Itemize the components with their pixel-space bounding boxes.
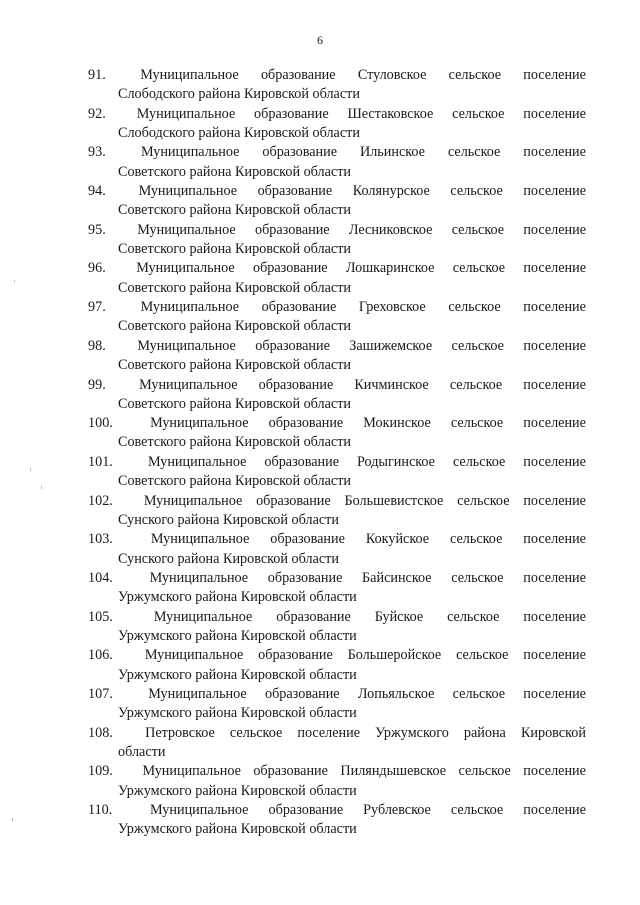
- list-item: [88, 143, 586, 182]
- item-word: сельское: [457, 492, 510, 509]
- scan-artifact: [30, 468, 31, 471]
- item-word: образование: [268, 415, 344, 432]
- item-word: Муниципальное: [140, 67, 239, 83]
- item-word: образование: [270, 531, 345, 548]
- item-word: Муниципальное: [150, 531, 250, 548]
- item-word: образование: [255, 337, 330, 354]
- item-word: Родыгинское: [356, 453, 435, 470]
- list-item: [88, 221, 586, 260]
- item-word: образование: [256, 492, 331, 509]
- item-word: Лесниковское: [348, 221, 433, 238]
- item-continuation: области: [118, 743, 166, 760]
- list-item: [88, 337, 586, 376]
- item-word: Муниципальное: [149, 569, 249, 586]
- item-continuation: Уржумского района Кировской области: [118, 821, 357, 838]
- item-word: сельское: [450, 183, 503, 200]
- list-item: [88, 298, 586, 337]
- item-word: образование: [254, 105, 329, 122]
- item-continuation: Советского района Кировской области: [118, 279, 352, 296]
- item-word: поселение: [523, 763, 586, 780]
- list-item: [88, 801, 586, 840]
- item-word: сельское: [447, 608, 500, 625]
- page-number: 6: [317, 33, 323, 47]
- item-word: поселение: [523, 415, 586, 432]
- item-word: сельское: [450, 531, 503, 548]
- item-number: 93.: [88, 144, 106, 161]
- list-item: [88, 608, 586, 647]
- item-word: сельское: [448, 67, 502, 83]
- item-continuation: Сунского района Кировской области: [118, 511, 339, 528]
- item-word: сельское: [450, 802, 504, 819]
- item-number: 100.: [88, 415, 113, 432]
- item-word: Муниципальное: [150, 802, 249, 819]
- item-word: Муниципальное: [136, 260, 235, 277]
- list-item: [88, 646, 586, 685]
- item-word: Муниципальное: [150, 415, 249, 432]
- item-word: образование: [252, 260, 328, 277]
- item-word: сельское: [452, 105, 505, 122]
- item-word: Муниципальное: [140, 144, 240, 161]
- item-word: поселение: [523, 221, 586, 238]
- item-continuation: Советского района Кировской области: [118, 395, 352, 412]
- item-word: Греховское: [358, 299, 426, 316]
- item-continuation: Советского района Кировской области: [118, 241, 352, 258]
- item-word: поселение: [523, 376, 586, 393]
- item-word: Муниципальное: [147, 453, 247, 470]
- item-word: Муниципальное: [137, 221, 236, 238]
- list-item: [88, 105, 586, 144]
- item-word: Кокуйское: [365, 531, 430, 548]
- item-number: 106.: [88, 647, 113, 664]
- item-word: поселение: [523, 260, 586, 277]
- item-word: Большеройское: [347, 647, 442, 664]
- item-word: сельское: [451, 569, 504, 586]
- item-word: поселение: [523, 105, 586, 122]
- item-word: Уржумского: [375, 724, 449, 741]
- item-word: поселение: [523, 531, 586, 548]
- list-item: [88, 182, 586, 221]
- item-number: 92.: [88, 105, 106, 122]
- item-word: Муниципальное: [142, 763, 241, 780]
- list-item: [88, 685, 586, 724]
- list-item: [88, 492, 586, 531]
- item-continuation: Слободского района Кировской области: [118, 86, 360, 103]
- item-word: поселение: [523, 337, 586, 354]
- item-number: 107.: [88, 686, 113, 702]
- item-word: образование: [257, 183, 333, 200]
- item-word: Лопьяльское: [357, 686, 435, 702]
- item-word: образование: [253, 763, 328, 780]
- item-word: поселение: [523, 802, 586, 819]
- item-continuation: Советского района Кировской области: [118, 202, 352, 219]
- item-word: Муниципальное: [136, 105, 236, 122]
- item-word: Шестаковское: [347, 105, 434, 122]
- item-word: поселение: [523, 569, 586, 586]
- item-word: Муниципальное: [144, 647, 244, 664]
- item-word: поселение: [297, 724, 361, 741]
- item-word: поселение: [523, 299, 586, 316]
- item-word: Кичминское: [354, 376, 429, 393]
- item-word: Муниципальное: [140, 299, 240, 316]
- item-word: поселение: [523, 608, 586, 625]
- item-word: сельское: [229, 724, 283, 741]
- item-number: 91.: [88, 67, 106, 83]
- item-number: 108.: [88, 724, 113, 741]
- item-word: сельское: [451, 221, 505, 238]
- item-continuation: Советского района Кировской области: [118, 318, 352, 335]
- item-continuation: Сунского района Кировской области: [118, 550, 339, 567]
- item-number: 105.: [88, 608, 113, 625]
- list-item: [88, 762, 586, 801]
- item-word: Муниципальное: [143, 492, 243, 509]
- item-word: Колянурское: [352, 183, 430, 200]
- list-item: [88, 414, 586, 453]
- item-word: Большевистское: [344, 492, 444, 509]
- item-word: поселение: [523, 67, 586, 83]
- list-item: [88, 453, 586, 492]
- item-word: образование: [264, 686, 340, 702]
- item-word: района: [463, 724, 506, 741]
- item-word: поселение: [523, 453, 586, 470]
- item-continuation: Уржумского района Кировской области: [118, 782, 357, 799]
- item-number: 110.: [88, 802, 113, 819]
- item-word: Мокинское: [363, 415, 431, 432]
- item-word: образование: [276, 608, 351, 625]
- item-word: образование: [258, 376, 334, 393]
- item-number: 99.: [88, 376, 106, 393]
- item-number: 109.: [88, 763, 113, 780]
- list-item: [88, 259, 586, 298]
- scan-artifact: [12, 818, 13, 821]
- list-item: [88, 530, 586, 569]
- item-word: сельское: [456, 647, 509, 664]
- municipality-list: [88, 66, 586, 840]
- list-item: [88, 724, 586, 763]
- item-word: Муниципальное: [137, 337, 236, 354]
- item-continuation: Слободского района Кировской области: [118, 124, 360, 141]
- item-number: 103.: [88, 531, 113, 548]
- item-number: 94.: [88, 183, 106, 200]
- item-word: Рублевское: [363, 802, 431, 819]
- item-number: 101.: [88, 453, 113, 470]
- scan-artifact: [41, 486, 42, 489]
- item-word: сельское: [458, 763, 511, 780]
- item-continuation: Уржумского района Кировской области: [118, 589, 357, 606]
- item-continuation: Советского района Кировской области: [118, 163, 352, 180]
- item-word: Кировской: [520, 724, 586, 741]
- item-word: образование: [258, 647, 333, 664]
- item-word: поселение: [523, 492, 586, 509]
- item-word: поселение: [523, 647, 586, 664]
- item-word: образование: [260, 67, 336, 83]
- item-word: сельское: [448, 299, 501, 316]
- scan-artifact: [14, 280, 15, 282]
- item-word: сельское: [450, 415, 504, 432]
- item-word: Ильинское: [359, 144, 425, 161]
- item-word: образование: [264, 453, 339, 470]
- item-word: Буйское: [374, 608, 424, 625]
- item-word: Лошкаринское: [345, 260, 435, 277]
- item-number: 95.: [88, 221, 106, 238]
- item-word: образование: [268, 802, 344, 819]
- item-number: 98.: [88, 337, 106, 354]
- item-word: Муниципальное: [138, 183, 238, 200]
- item-word: поселение: [523, 144, 586, 161]
- item-word: сельское: [452, 260, 506, 277]
- item-word: образование: [254, 221, 330, 238]
- item-word: Байсинское: [362, 569, 432, 586]
- item-word: Муниципальное: [153, 608, 253, 625]
- item-word: Зашижемское: [349, 337, 433, 354]
- item-word: сельское: [447, 144, 501, 161]
- item-word: Петровское: [145, 724, 215, 741]
- item-word: Муниципальное: [148, 686, 247, 702]
- item-number: 96.: [88, 260, 106, 277]
- item-number: 102.: [88, 492, 113, 509]
- list-item: [88, 376, 586, 415]
- item-word: поселение: [523, 183, 586, 200]
- item-number: 104.: [88, 569, 113, 586]
- item-number: 97.: [88, 299, 106, 316]
- item-word: сельское: [452, 686, 506, 702]
- item-continuation: Советского района Кировской области: [118, 473, 352, 490]
- list-item: [88, 569, 586, 608]
- item-continuation: Советского района Кировской области: [118, 357, 352, 374]
- item-word: образование: [267, 569, 343, 586]
- item-continuation: Уржумского района Кировской области: [118, 627, 357, 644]
- item-continuation: Советского района Кировской области: [118, 434, 352, 451]
- item-word: Пиляндышевское: [340, 763, 447, 780]
- list-item: [88, 66, 586, 105]
- item-word: поселение: [523, 686, 586, 702]
- item-word: сельское: [452, 453, 506, 470]
- item-word: сельское: [451, 337, 504, 354]
- item-word: образование: [261, 299, 337, 316]
- item-word: Стуловское: [357, 67, 427, 83]
- item-word: сельское: [449, 376, 503, 393]
- item-continuation: Уржумского района Кировской области: [118, 666, 357, 683]
- item-word: образование: [262, 144, 337, 161]
- item-word: Муниципальное: [139, 376, 238, 393]
- item-continuation: Уржумского района Кировской области: [118, 705, 357, 722]
